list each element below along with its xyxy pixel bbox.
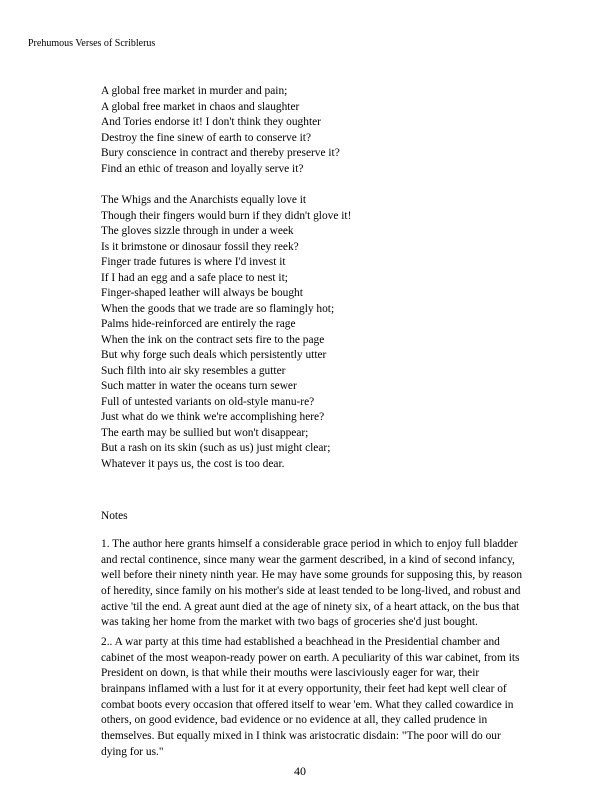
- note-line: 2.. A war party at this time had established a beachhead in the Presidential chamber and: [101, 636, 500, 648]
- poem: [101, 84, 501, 472]
- verse-line: Finger-shaped leather will always be bought: [101, 287, 303, 299]
- verse-line: Full of untested variants on old-style manu-re?: [101, 395, 315, 408]
- verse-line: Find an ethic of treason and loyally serve it?: [101, 162, 304, 175]
- note-1: [101, 537, 523, 631]
- verse-line: A global free market in murder and pain;: [101, 85, 288, 97]
- verse-line: Just what do we think we're accomplishing here?: [101, 411, 325, 423]
- verse-line: Whatever it pays us, the cost is too dear.: [101, 457, 285, 470]
- page-number: 40: [294, 764, 306, 778]
- verse-line: Palms hide-reinforced are entirely the rage: [101, 318, 296, 330]
- verse-line: Finger trade futures is where I'd invest it: [101, 256, 286, 268]
- verse-line: The earth may be sullied but won't disappear;: [101, 426, 309, 439]
- running-header: Prehumous Verses of Scriblerus: [28, 38, 156, 49]
- verse-line: Such filth into air sky resembles a gutter: [101, 364, 286, 377]
- verse-line: But why forge such deals which persistently utter: [101, 349, 327, 361]
- note-line: cabinet of the most weapon-ready power on earth. A peculiarity of this war cabinet, from its: [101, 651, 520, 664]
- note-2: [101, 635, 518, 761]
- note-line: dying for us.": [101, 745, 164, 758]
- note-line: well before their ninety ninth year. He may have some grounds for supposing this, by reason: [101, 569, 523, 582]
- verse-line: But a rash on its skin (such as us) just might clear;: [101, 442, 331, 454]
- verse-line: The gloves sizzle through in under a week: [101, 225, 294, 237]
- verse-line: Such matter in water the oceans turn sewer: [101, 380, 297, 392]
- note-line: brainpans inflamed with a lust for it at every opportunity, their feet had kept well clear of: [101, 683, 507, 696]
- verse-line: Bury conscience in contract and thereby preserve it?: [101, 147, 340, 159]
- verse-line: Though their fingers would burn if they didn't glove it!: [101, 209, 352, 222]
- notes-heading: Notes: [101, 510, 128, 522]
- note-line: was taking her home from the market with two bags of groceries she'd just bought.: [101, 616, 478, 629]
- verse-line: And Tories endorse it! I don't think they oughter: [101, 116, 321, 128]
- note-line: of heredity, since family on his mother's side at least tended to be long-lived, and robust and: [101, 585, 521, 598]
- note-line: others, on good evidence, bad evidence or no evidence at all, they called prudence in: [101, 714, 488, 727]
- note-line: combat boots every occasion that offered itself to wear 'em. What they called cowardice in: [101, 698, 514, 711]
- verse-line: When the goods that we trade are so flamingly hot;: [101, 302, 335, 315]
- stanza-1: [101, 84, 501, 177]
- note-line: President on down, is that while their mouths were lasciviously eager for war, their: [101, 667, 480, 680]
- verse-line: A global free market in chaos and slaughter: [101, 100, 300, 113]
- verse-line: The Whigs and the Anarchists equally love it: [101, 194, 307, 206]
- verse-line: Destroy the fine sinew of earth to conserve it?: [101, 131, 312, 144]
- note-line: active 'til the end. A great aunt died at the age of ninety six, of a heart attack, on the bus that: [101, 600, 520, 613]
- note-line: and rectal continence, since many wear the garment described, in a kind of second infancy,: [101, 553, 515, 566]
- note-line: themselves. But equally mixed in I think was aristocratic disdain: "The poor will do our: [101, 730, 501, 743]
- verse-line: Is it brimstone or dinosaur fossil they reek?: [101, 240, 299, 253]
- note-line: 1. The author here grants himself a considerable grace period in which to enjoy full bladder: [101, 538, 518, 550]
- verse-line: If I had an egg and a safe place to nest it;: [101, 271, 288, 284]
- verse-line: When the ink on the contract sets fire to the page: [101, 333, 325, 346]
- stanza-2: [101, 193, 501, 472]
